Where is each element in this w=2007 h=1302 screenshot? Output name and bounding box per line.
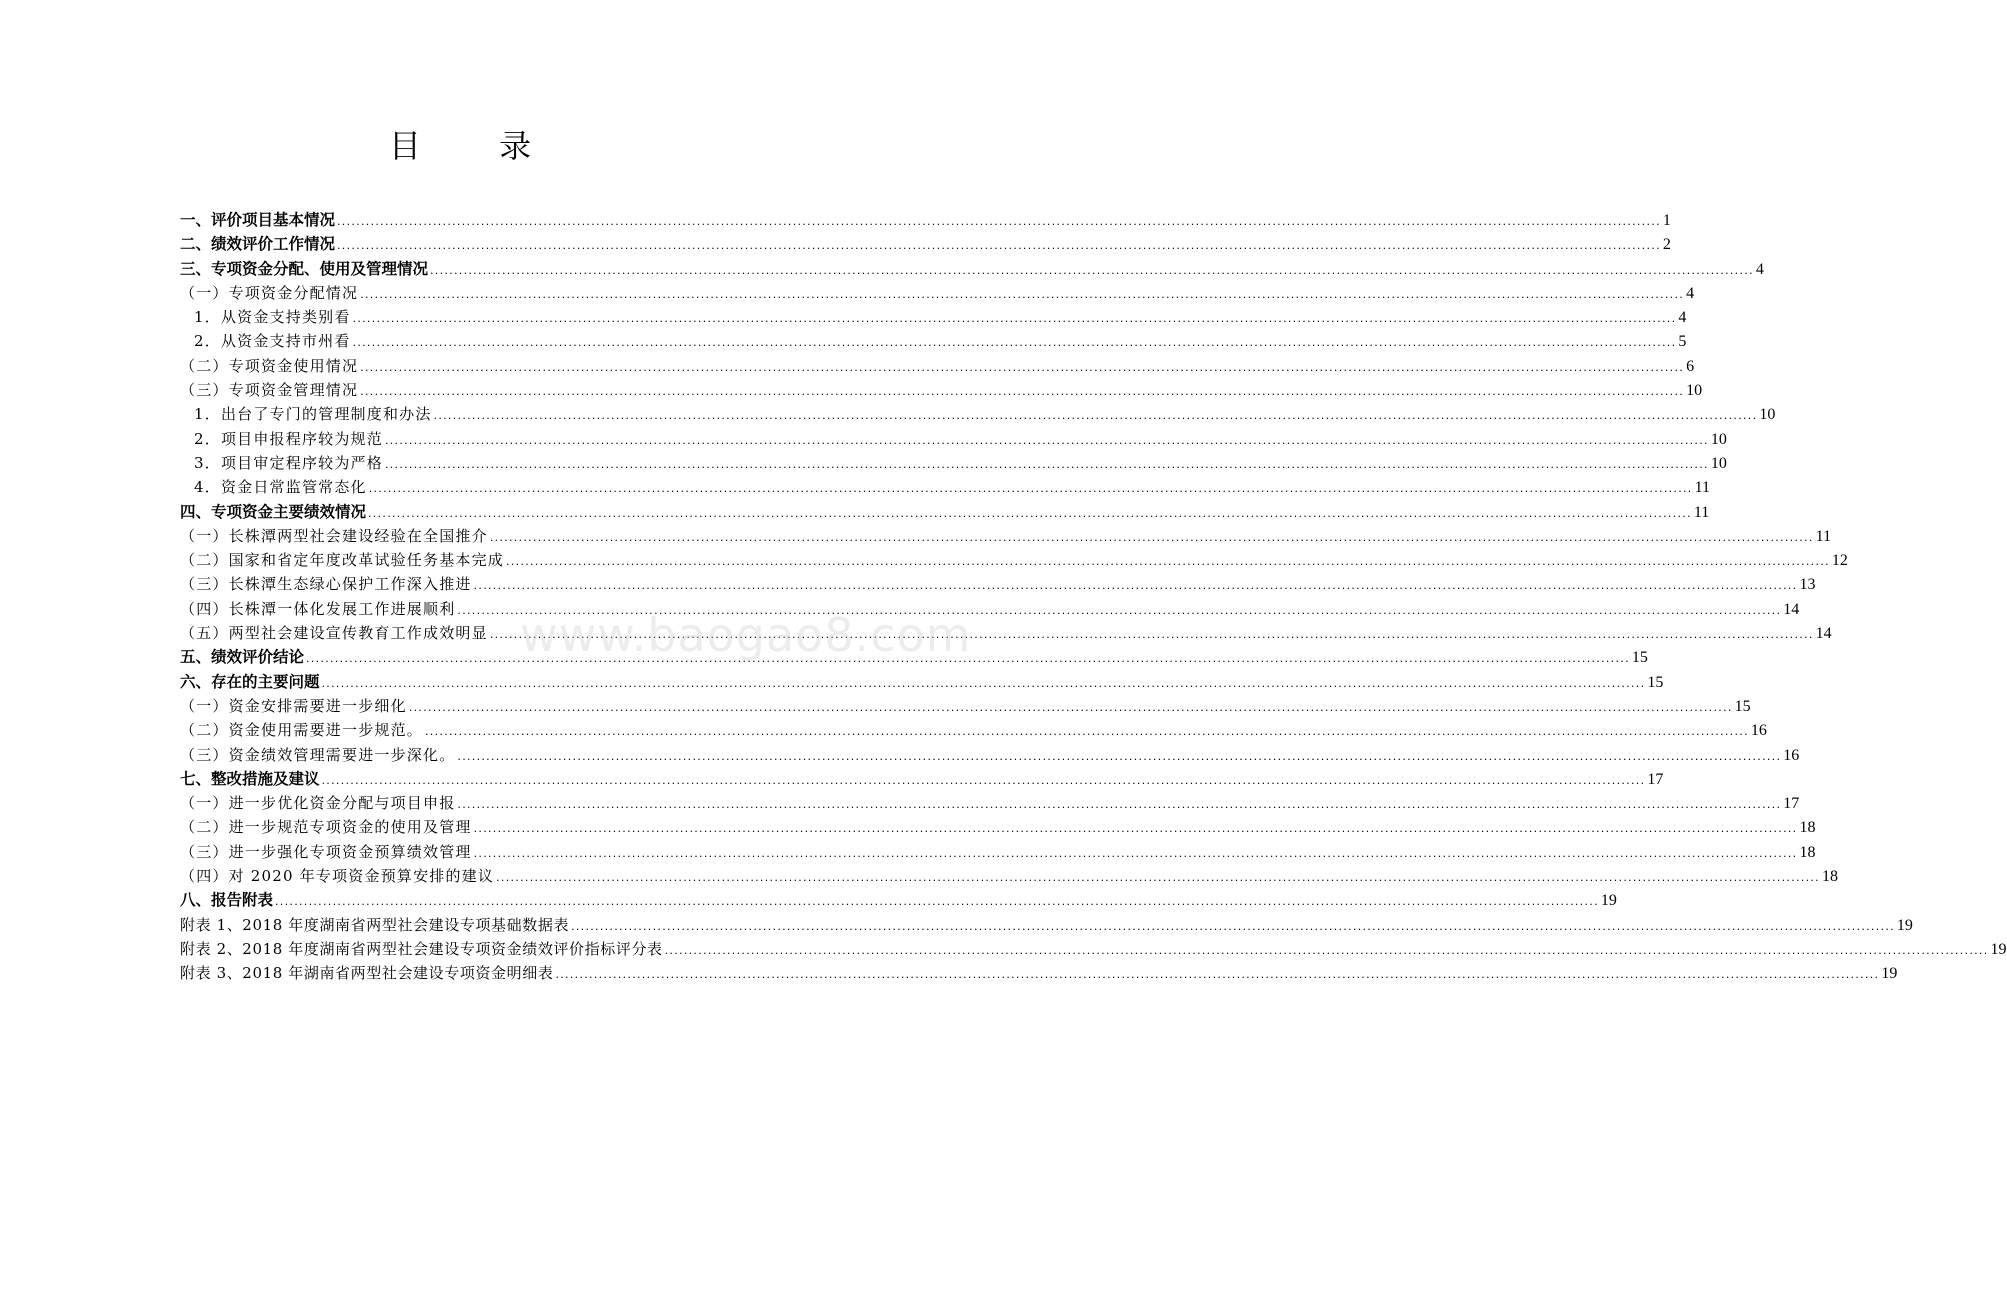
toc-entry[interactable] [180,670,1664,694]
toc-entry-label: 3．项目审定程序较为严格 [194,453,383,472]
toc-dot-leader [369,477,1693,501]
toc-page-number: 5 [1678,333,1687,351]
toc-entry-label: （三）资金绩效管理需要进一步深化。 [180,745,456,764]
toc-entry-label: （二）进一步规范专项资金的使用及管理 [180,818,472,837]
toc-dot-leader [665,939,1989,963]
toc-entry[interactable] [180,718,1767,742]
toc-dot-leader [360,356,1684,380]
toc-entry-label: （三）长株潭生态绿心保护工作深入推进 [180,575,472,594]
toc-dot-leader [430,259,1754,283]
toc-dot-leader [474,842,1798,866]
toc-dot-leader [506,550,1830,574]
toc-page-number: 16 [1783,746,1800,764]
toc-entry-label: 七、整改措施及建议 [180,769,320,788]
toc-entry-label: 2．项目申报程序较为规范 [194,429,383,448]
toc-page-number: 10 [1686,382,1703,400]
toc-entry[interactable] [180,500,1710,524]
toc-entry[interactable] [180,743,1800,767]
toc-page-number: 19 [1881,965,1898,983]
toc-entry[interactable] [180,548,1848,572]
toc-page-number: 4 [1678,309,1687,327]
toc-entry[interactable] [180,257,1764,281]
toc-dot-leader [353,307,1677,331]
toc-page-number: 2 [1662,236,1671,254]
toc-page-number: 1 [1662,212,1671,229]
toc-entry-label: （四）长株潭一体化发展工作进展顺利 [180,599,456,618]
toc-entry-label: （二）资金使用需要进一步规范。 [180,721,424,740]
toc-entry[interactable] [180,767,1664,791]
toc-entry[interactable] [180,815,1816,839]
toc-page-number: 4 [1686,284,1695,302]
toc-entry[interactable] [180,402,1776,426]
toc-entry-label: （一）资金安排需要进一步细化 [180,696,407,715]
toc-page-number: 11 [1693,503,1710,521]
toc-entry-label: （一）进一步优化资金分配与项目申报 [180,794,456,813]
toc-page-number: 4 [1755,260,1764,278]
toc-dot-leader [409,696,1733,720]
toc-entry-label: 附表 1、2018 年度湖南省两型社会建设专项基础数据表 [180,915,570,934]
toc-entry-label: （二）专项资金使用情况 [180,356,359,375]
toc-entry[interactable] [180,937,2007,961]
toc-entry[interactable] [180,208,1671,232]
toc-dot-leader [385,453,1709,477]
toc-entry-label: 1．出台了专门的管理制度和办法 [194,405,432,424]
toc-entry[interactable] [180,645,1648,669]
toc-dot-leader [490,526,1814,550]
toc-dot-leader [322,769,1646,793]
toc-dot-leader [337,234,1661,258]
toc-dot-leader [457,599,1781,623]
toc-entry-label: （二）国家和省定年度改革试验任务基本完成 [180,551,505,570]
toc-entry-label: （五）两型社会建设宣传教育工作成效明显 [180,624,488,643]
toc-entry-label: 2．从资金支持市州看 [194,332,351,351]
toc-entry[interactable] [180,864,1838,888]
toc-page-number: 17 [1783,795,1800,813]
toc-entry-label: 附表 3、2018 年湖南省两型社会建设专项资金明细表 [180,964,554,983]
toc-entry[interactable] [180,791,1800,815]
toc-page-number: 15 [1647,673,1664,691]
watermark: www.baogao8.com [520,608,972,662]
toc-entry[interactable] [180,329,1687,353]
toc-page-number: 10 [1710,430,1727,448]
toc-page-number: 6 [1686,357,1695,375]
toc-dot-leader [490,623,1814,647]
toc-dot-leader [353,331,1677,355]
toc-entry-label: 三、专项资金分配、使用及管理情况 [180,259,429,278]
toc-entry-label: 4．资金日常监管常态化 [194,478,367,497]
toc-dot-leader [496,866,1820,890]
toc-entry-label: （一）专项资金分配情况 [180,283,359,302]
toc-page-number: 18 [1799,843,1816,861]
toc-page-number: 18 [1799,819,1816,837]
toc-dot-leader [425,720,1749,744]
toc-page-number: 19 [1600,892,1617,910]
toc-entry[interactable] [180,305,1687,329]
toc-entry[interactable] [180,427,1727,451]
toc-page-number: 15 [1734,697,1751,715]
toc-page-number: 17 [1647,770,1664,788]
toc-dot-leader [337,210,1661,234]
toc-entry-label: （三）进一步强化专项资金预算绩效管理 [180,842,472,861]
toc-dot-leader [474,817,1798,841]
toc-page-number: 16 [1750,722,1767,740]
toc-dot-leader [474,574,1798,598]
toc-entry-label: 八、报告附表 [180,891,274,910]
toc-entry[interactable] [180,840,1816,864]
toc-entry[interactable] [180,621,1832,645]
toc-entry[interactable] [180,913,1913,937]
toc-page-number: 14 [1815,625,1832,643]
toc-entry[interactable] [180,888,1617,912]
toc-page-number: 12 [1831,552,1848,570]
toc-page-number: 13 [1799,576,1816,594]
toc-dot-leader [434,404,1758,428]
toc-page-number: 10 [1710,454,1727,472]
toc-dot-leader [306,647,1630,671]
toc-entry-label: 四、专项资金主要绩效情况 [180,502,367,521]
toc-entry[interactable] [180,597,1800,621]
toc-dot-leader [360,380,1684,404]
toc-dot-leader [368,502,1692,526]
toc-entry-label: 二、绩效评价工作情况 [180,235,336,254]
toc-entry-label: （一）长株潭两型社会建设经验在全国推介 [180,526,488,545]
toc-page-number: 15 [1631,649,1648,667]
toc-dot-leader [555,963,1879,987]
toc-entry[interactable] [180,281,1695,305]
toc-dot-leader [457,793,1781,817]
toc-page-number: 10 [1759,406,1776,424]
toc-dot-leader [360,283,1684,307]
toc-entry[interactable] [180,354,1695,378]
toc-entry[interactable] [180,475,1711,499]
toc-entry[interactable] [180,524,1832,548]
page-title: 目 录 [388,127,566,165]
table-of-contents [180,208,2007,986]
toc-page-number: 18 [1821,868,1838,886]
toc-dot-leader [275,890,1599,914]
toc-entry[interactable] [180,451,1727,475]
toc-entry-label: （四）对 2020 年专项资金预算安排的建议 [180,867,495,886]
toc-entry[interactable] [180,694,1751,718]
toc-entry-label: 六、存在的主要问题 [180,672,320,691]
toc-entry[interactable] [180,961,1898,985]
toc-entry-label: 一、评价项目基本情况 [180,211,336,229]
toc-entry-label: 1．从资金支持类别看 [194,308,351,327]
toc-dot-leader [322,672,1646,696]
toc-dot-leader [571,915,1895,939]
toc-entry[interactable] [180,232,1671,256]
toc-entry[interactable] [180,572,1816,596]
toc-entry[interactable] [180,378,1703,402]
toc-page-number: 19 [1990,940,2007,958]
toc-dot-leader [385,429,1709,453]
toc-page-number: 14 [1783,600,1800,618]
toc-entry-label: （三）专项资金管理情况 [180,381,359,400]
toc-entry-label: 五、绩效评价结论 [180,648,305,667]
toc-page-number: 19 [1896,916,1913,934]
toc-dot-leader [457,745,1781,769]
toc-entry-label: 附表 2、2018 年度湖南省两型社会建设专项资金绩效评价指标评分表 [180,939,663,958]
toc-page-number: 11 [1815,527,1832,545]
toc-page-number: 11 [1694,479,1711,497]
